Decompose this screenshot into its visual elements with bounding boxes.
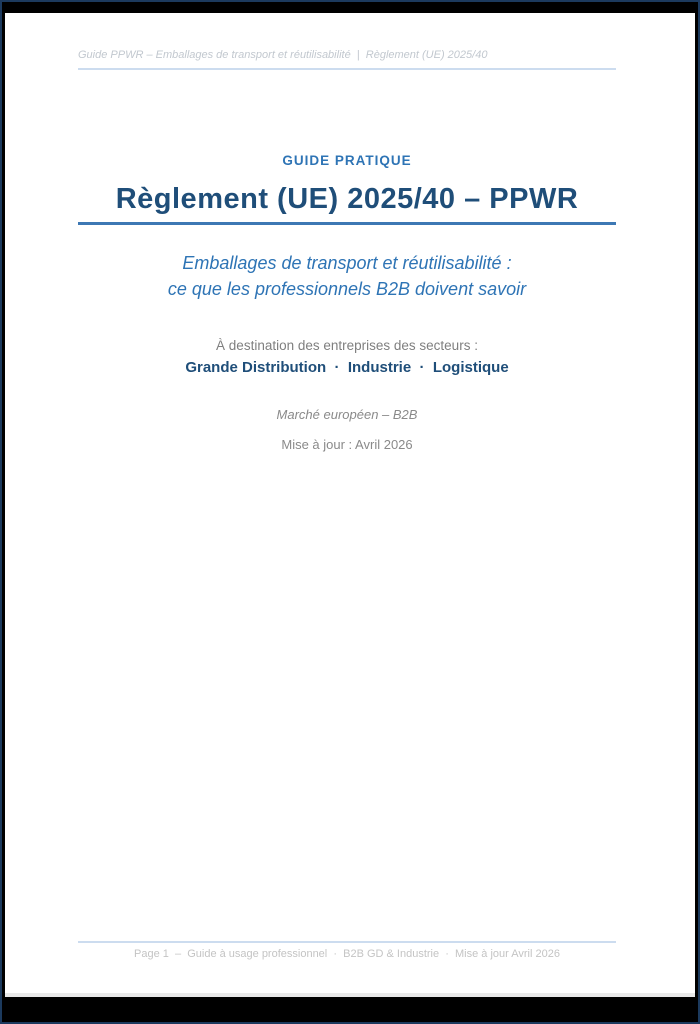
audience-label: À destination des entreprises des secteurs : [216, 338, 478, 353]
page-bottom-edge [5, 993, 695, 997]
document-page [5, 13, 695, 993]
title-rule-divider [78, 222, 616, 225]
cover-subtitle-line1: Emballages de transport et réutilisabilité : [182, 253, 512, 273]
updated-note: Mise à jour : Avril 2026 [281, 437, 413, 452]
running-footer: Page 1 – Guide à usage professionnel · B2B GD & Industrie · Mise à jour Avril 2026 [78, 941, 616, 960]
cover-kicker: GUIDE PRATIQUE [282, 153, 412, 168]
running-header: Guide PPWR – Emballages de transport et réutilisabilité | Règlement (UE) 2025/40 [78, 49, 616, 70]
cover-subtitle [38, 250, 656, 302]
market-note: Marché européen – B2B [276, 407, 418, 422]
sectors-line: Grande Distribution · Industrie · Logistique [185, 359, 509, 376]
page-title: Règlement (UE) 2025/40 – PPWR [115, 183, 579, 215]
cover-subtitle-line2: ce que les professionnels B2B doivent savoir [167, 279, 527, 299]
